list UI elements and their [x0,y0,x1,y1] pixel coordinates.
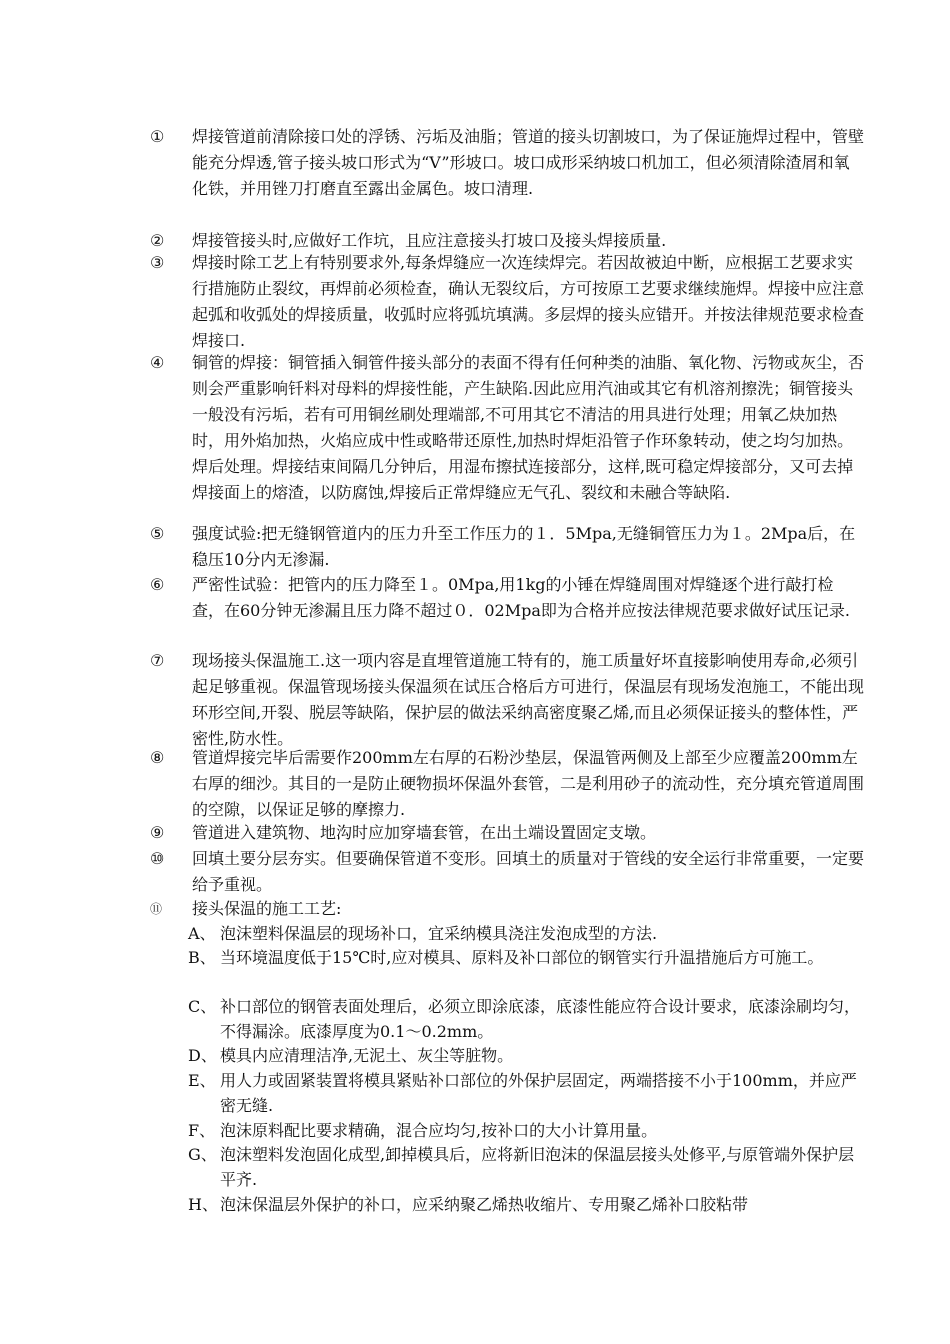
item-text: 强度试验:把无缝钢管道内的压力升至工作压力的１．5Mpa,无缝铜管压力为１。2Mpa后，在稳压10分内无渗漏. [192,524,856,569]
sub-item [188,921,864,946]
item-number: ⑪ [150,902,163,916]
item-text: 管道进入建筑物、地沟时应加穿墙套管，在出土端设置固定支墩。 [192,823,657,842]
item-number: ⑤ [150,524,165,543]
sub-item [188,1142,864,1189]
sub-item-label: G、 [188,1145,217,1164]
sub-item-text: 泡沫塑料发泡固化成型,卸掉模具后，应将新旧泡沫的保温层接头处修平,与原管端外保护层平齐. [220,1145,855,1189]
item-text: 回填土要分层夯实。但要确保管道不变形。回填土的质量对于管线的安全运行非常重要，一定要给予重视。 [192,849,865,894]
item-text: 焊接管接头时,应做好工作坑，且应注意接头打坡口及接头焊接质量. [192,231,667,250]
sub-item-text: 泡沫保温层外保护的补口，应采纳聚乙烯热收缩片、专用聚乙烯补口胶粘带 [220,1195,749,1214]
sub-item-text: 泡沫原料配比要求精确，混合应均匀,按补口的大小计算用量。 [220,1121,658,1140]
sub-item-label: C、 [188,997,217,1016]
sub-item-label: D、 [188,1046,217,1065]
item-text: 焊接管道前清除接口处的浮锈、污垢及油脂；管道的接头切割坡口，为了保证施焊过程中，管壁能充分焊透,管子接头坡口形式为“V”形坡口。坡口成形采纳坡口机加工，但必须清除渣屑和氧化铁，并用锉刀打磨直至露出金属色。坡口清理. [192,127,865,198]
item-number: ④ [150,353,165,372]
sub-item-label: F、 [188,1121,216,1140]
sub-item-label: A、 [188,924,216,943]
sub-item [188,1068,864,1115]
item-text: 接头保温的施工工艺: [192,899,342,918]
sub-item [188,1043,864,1068]
sub-item [188,945,864,970]
sub-item-text: 补口部位的钢管表面处理后，必须立即涂底漆，底漆性能应符合设计要求，底漆涂刷均匀，不得漏涂。底漆厚度为0.1～0.2mm。 [220,997,861,1041]
item-number: ③ [150,253,165,272]
item-number: ⑩ [150,849,165,868]
sub-item-text: 模具内应清理洁净,无泥土、灰尘等脏物。 [220,1046,514,1065]
item-text: 现场接头保温施工.这一项内容是直埋管道施工特有的，施工质量好坏直接影响使用寿命,必须引起足够重视。保温管现场接头保温须在试压合格后方可进行，保温层有现场发泡施工，不能出现环形空间,开裂、脱层等缺陷，保护层的做法采纳高密度聚乙烯,而且必须保证接头的整体性，严密性,防水性。 [192,651,865,748]
sub-item [188,994,864,1041]
sub-item-label: E、 [188,1071,216,1090]
sub-item [188,1192,864,1217]
sub-item [188,1118,864,1143]
sub-item-text: 当环境温度低于15℃时,应对模具、原料及补口部位的钢管实行升温措施后方可施工。 [220,948,824,967]
item-text: 严密性试验：把管内的压力降至１。0Mpa,用1kg的小锤在焊缝周围对焊缝逐个进行敲打检查，在60分钟无渗漏且压力降不超过０．02Mpa即为合格并应按法律规范要求做好试压记录. [192,575,850,620]
item-number: ⑦ [150,651,165,670]
sub-item-text: 用人力或固紧装置将模具紧贴补口部位的外保护层固定，两端搭接不小于100mm，并应严密无缝. [220,1071,857,1115]
sub-item-label: B、 [188,948,216,967]
sub-item-label: H、 [188,1195,218,1214]
item-number: ⑨ [150,823,165,842]
sub-item-text: 泡沫塑料保温层的现场补口，宜采纳模具浇注发泡成型的方法. [220,924,658,943]
item-number: ⑥ [150,575,165,594]
item-text: 管道焊接完毕后需要作200mm左右厚的石粉沙垫层，保温管两侧及上部至少应覆盖200mm左右厚的细沙。其目的一是防止硬物损坏保温外套管，二是利用砂子的流动性，充分填充管道周围的空隙，以保证足够的摩擦力. [192,748,865,819]
item-text: 焊接时除工艺上有特别要求外,每条焊缝应一次连续焊完。若因故被迫中断，应根据工艺要求实行措施防止裂纹，再焊前必须检查，确认无裂纹后，方可按原工艺要求继续施焊。焊接中应注意起弧和收弧处的焊接质量，收弧时应将弧坑填满。多层焊的接头应错开。并按法律规范要求检查焊接口. [192,253,865,350]
item-number: ① [150,127,165,146]
item-number: ② [150,231,165,250]
item-text: 铜管的焊接：铜管插入铜管件接头部分的表面不得有任何种类的油脂、氧化物、污物或灰尘，否则会严重影响钎料对母料的焊接性能，产生缺陷.因此应用汽油或其它有机溶剂擦洗；铜管接头一般没有污垢，若有可用铜丝刷处理端部,不可用其它不清洁的用具进行处理；用氧乙炔加热时，用外焰加热，火焰应成中性或略带还原性,加热时焊炬沿管子作环象转动，使之均匀加热。焊后处理。焊接结束间隔几分钟后，用湿布擦拭连接部分，这样,既可稳定焊接部分，又可去掉焊接面上的熔渣，以防腐蚀,焊接后正常焊缝应无气孔、裂纹和未融合等缺陷. [192,353,865,502]
item-number: ⑧ [150,748,165,767]
